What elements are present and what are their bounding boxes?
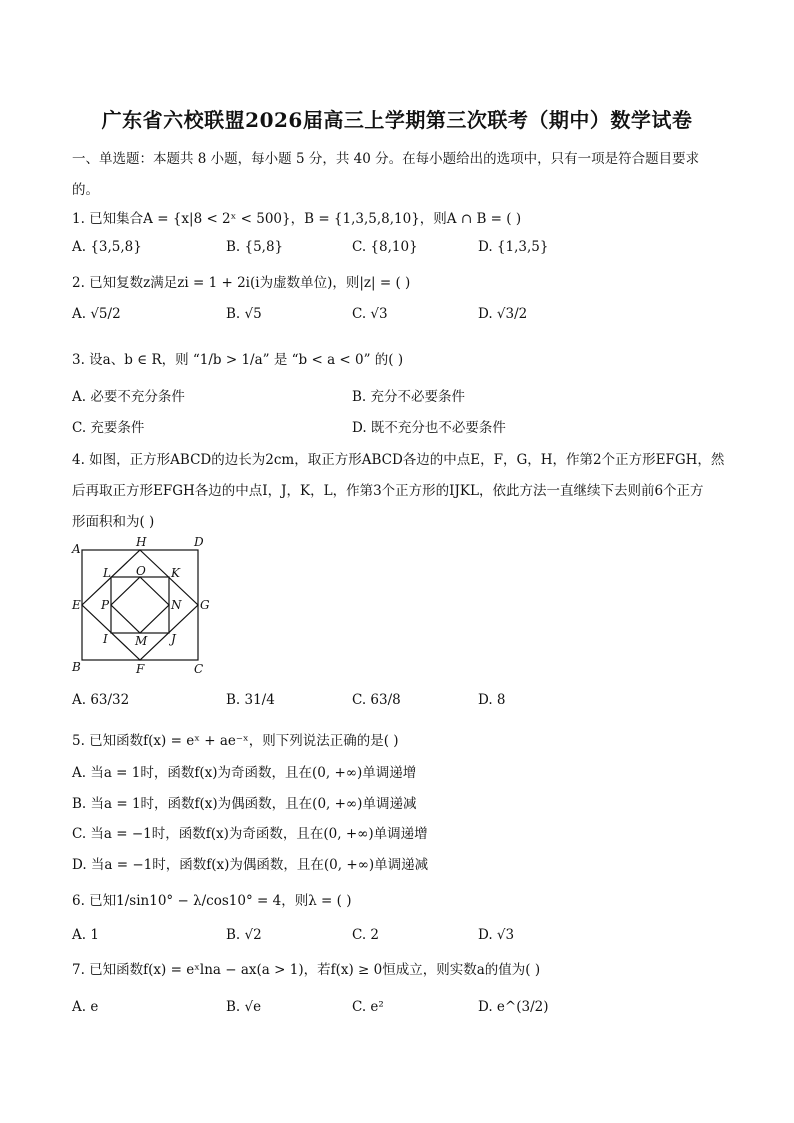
q2-option-c: C. √3 — [352, 306, 388, 322]
square-mnop — [111, 577, 169, 633]
q5-stem: 5. 已知函数f(x) = eˣ + ae⁻ˣ，则下列说法正确的是( ) — [72, 733, 399, 749]
label-j: J — [171, 632, 176, 646]
q1-option-c: C. {8,10} — [352, 239, 418, 255]
q7-stem: 7. 已知函数f(x) = eˣlna − ax(a > 1)，若f(x) ≥ 0恒成立，则实数a的值为( ) — [72, 962, 541, 978]
label-f: F — [136, 662, 145, 676]
q1-option-a: A. {3,5,8} — [72, 239, 142, 255]
label-b: B — [72, 660, 81, 674]
q4-stem-line2: 后再取正方形EFGH各边的中点I，J，K，L，作第3个正方形的IJKL，依此方法一直继续下去则前6个正方 — [72, 483, 704, 499]
label-c: C — [194, 662, 204, 676]
q3-option-b: B. 充分不必要条件 — [352, 389, 466, 405]
label-i: I — [103, 632, 108, 646]
q3-option-c: C. 充要条件 — [72, 420, 145, 436]
label-n: N — [171, 598, 182, 612]
q1-stem: 1. 已知集合A = {x|8 < 2ˣ < 500}，B = {1,3,5,8,10}，则A ∩ B = ( ) — [72, 211, 522, 227]
q4-stem-line1: 4. 如图，正方形ABCD的边长为2cm，取正方形ABCD各边的中点E，F，G，H，作第2个正方形EFGH，然 — [72, 452, 725, 468]
q1-option-b: B. {5,8} — [226, 239, 284, 255]
q2-option-a: A. √5/2 — [72, 306, 121, 322]
nested-squares-figure — [70, 535, 220, 680]
label-g: G — [200, 598, 210, 612]
label-a: A — [72, 542, 81, 556]
q2-option-d: D. √3/2 — [478, 306, 528, 322]
q6-option-d: D. √3 — [478, 927, 515, 943]
label-h: H — [136, 535, 147, 549]
q5-option-a: A. 当a = 1时，函数f(x)为奇函数，且在(0, +∞)单调递增 — [72, 765, 417, 781]
q6-option-a: A. 1 — [72, 927, 99, 943]
q4-stem-line3: 形面积和为( ) — [72, 514, 155, 530]
q7-option-b: B. √e — [226, 999, 262, 1015]
section-heading-line1: 一、单选题：本题共 8 小题，每小题 5 分，共 40 分。在每小题给出的选项中，只有一项是符合题目要求 — [72, 151, 700, 167]
label-l: L — [103, 566, 111, 580]
q4-option-a: A. 63/32 — [72, 692, 130, 708]
q6-option-c: C. 2 — [352, 927, 380, 943]
q4-option-b: B. 31/4 — [226, 692, 275, 708]
q2-option-b: B. √5 — [226, 306, 262, 322]
q3-option-a: A. 必要不充分条件 — [72, 389, 185, 405]
q7-option-a: A. e — [72, 999, 99, 1015]
label-d: D — [194, 535, 204, 549]
square-ijkl — [111, 577, 169, 633]
label-p: P — [101, 598, 110, 612]
q4-option-c: C. 63/8 — [352, 692, 401, 708]
q2-stem: 2. 已知复数z满足zi = 1 + 2i(i为虚数单位)，则|z| = ( ) — [72, 275, 411, 291]
q7-option-c: C. e² — [352, 999, 384, 1015]
q4-option-d: D. 8 — [478, 692, 506, 708]
page-title: 广东省六校联盟2026届高三上学期第三次联考（期中）数学试卷 — [101, 108, 693, 132]
section-heading-line2: 的。 — [72, 182, 99, 198]
q5-option-b: B. 当a = 1时，函数f(x)为偶函数，且在(0, +∞)单调递减 — [72, 796, 417, 812]
q5-option-d: D. 当a = −1时，函数f(x)为偶函数，且在(0, +∞)单调递减 — [72, 857, 429, 873]
q6-option-b: B. √2 — [226, 927, 262, 943]
label-k: K — [171, 566, 180, 580]
label-e: E — [72, 598, 81, 612]
q3-stem: 3. 设a、b ∈ R，则 “1/b > 1/a” 是 “b < a < 0” 的( ) — [72, 352, 404, 368]
q7-option-d: D. e^(3/2) — [478, 999, 549, 1015]
q1-option-d: D. {1,3,5} — [478, 239, 549, 255]
q5-option-c: C. 当a = −1时，函数f(x)为奇函数，且在(0, +∞)单调递增 — [72, 826, 428, 842]
label-o: O — [136, 564, 146, 578]
label-m: M — [135, 634, 148, 648]
q3-option-d: D. 既不充分也不必要条件 — [352, 420, 506, 436]
q6-stem: 6. 已知1/sin10° − λ/cos10° = 4，则λ = ( ) — [72, 893, 352, 909]
